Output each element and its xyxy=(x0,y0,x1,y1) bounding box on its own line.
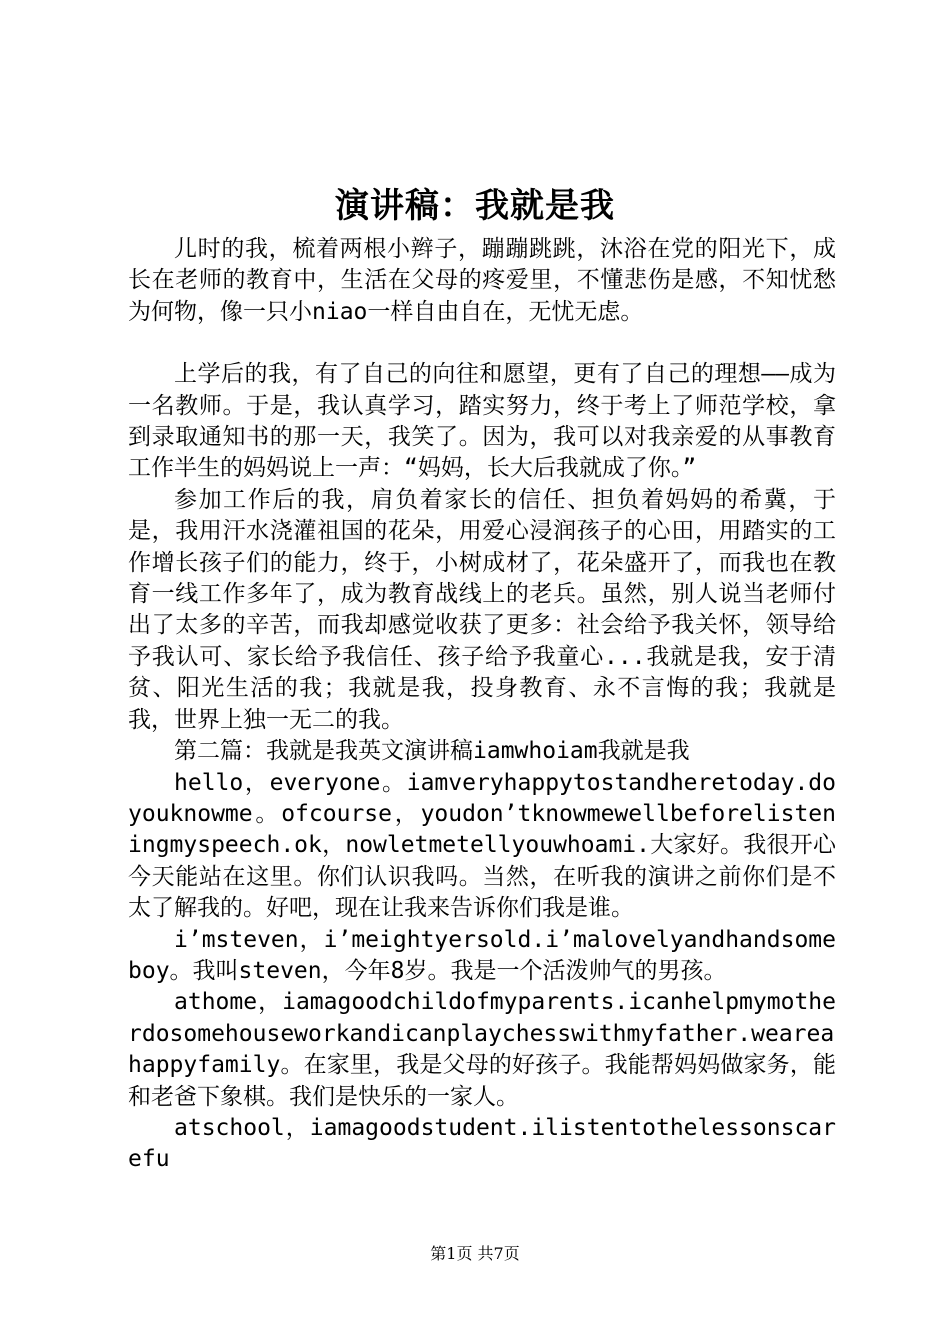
paragraph-english-school: atschool，iamagoodstudent.ilistentothelessonscarefu xyxy=(128,1114,836,1173)
paragraph-english-intro: hello，everyone。iamveryhappytostandheretoday.doyouknowme。ofcourse，youdon’tknowmewellbeforelisteningmyspeech.ok，nowletmetellyouwhoami.大家好。我很开心今天能站在这里。你们认识我吗。当然，在听我的演讲之前你们是不太了解我的。好吧，现在让我来告诉你们我是谁。 xyxy=(128,769,836,922)
paragraph-school: 上学后的我，有了自己的向往和愿望，更有了自己的理想——成为一名教师。于是，我认真学习，踏实努力，终于考上了师范学校，拿到录取通知书的那一天，我笑了。因为，我可以对我亲爱的从事教育工作半生的妈妈说上一声：“妈妈，长大后我就成了你。” xyxy=(128,361,836,482)
paragraph-childhood: 儿时的我，梳着两根小辫子，蹦蹦跳跳，沐浴在党的阳光下，成长在老师的教育中，生活在父母的疼爱里，不懂悲伤是感，不知忧愁为何物，像一只小niao一样自由自在，无忧无虑。 xyxy=(128,236,836,325)
paragraph-work: 参加工作后的我，肩负着家长的信任、担负着妈妈的希冀，于是，我用汗水浇灌祖国的花朵，用爱心浸润孩子的心田，用踏实的工作增长孩子们的能力，终于，小树成材了，花朵盛开了，而我也在教育一线工作多年了，成为教育战线上的老兵。虽然，别人说当老师付出了太多的辛苦，而我却感觉收获了更多：社会给予我关怀，领导给予我认可、家长给予我信任、孩子给予我童心...我就是我，安于清贫、阳光生活的我；我就是我，投身教育、永不言悔的我；我就是我，世界上独一无二的我。 xyxy=(128,486,836,733)
paragraph-gap xyxy=(128,328,836,359)
paragraph-english-home: athome，iamagoodchildofmyparents.icanhelpmymotherdosomehouseworkandicanplaychesswithmyfather.weareahappyfamily。在家里，我是父母的好孩子。我能帮妈妈做家务，能和老爸下象棋。我们是快乐的一家人。 xyxy=(128,989,836,1110)
document-body xyxy=(128,234,836,1176)
page-footer: 第1页 共7页 xyxy=(430,1244,520,1263)
document-title: 演讲稿：我就是我 xyxy=(335,186,615,226)
paragraph-second-heading: 第二篇：我就是我英文演讲稿iamwhoiam我就是我 xyxy=(174,738,690,765)
paragraph-english-name: i’msteven，i’meightyersold.i’malovelyandhandsomeboy。我叫steven，今年8岁。我是一个活泼帅气的男孩。 xyxy=(128,926,836,984)
